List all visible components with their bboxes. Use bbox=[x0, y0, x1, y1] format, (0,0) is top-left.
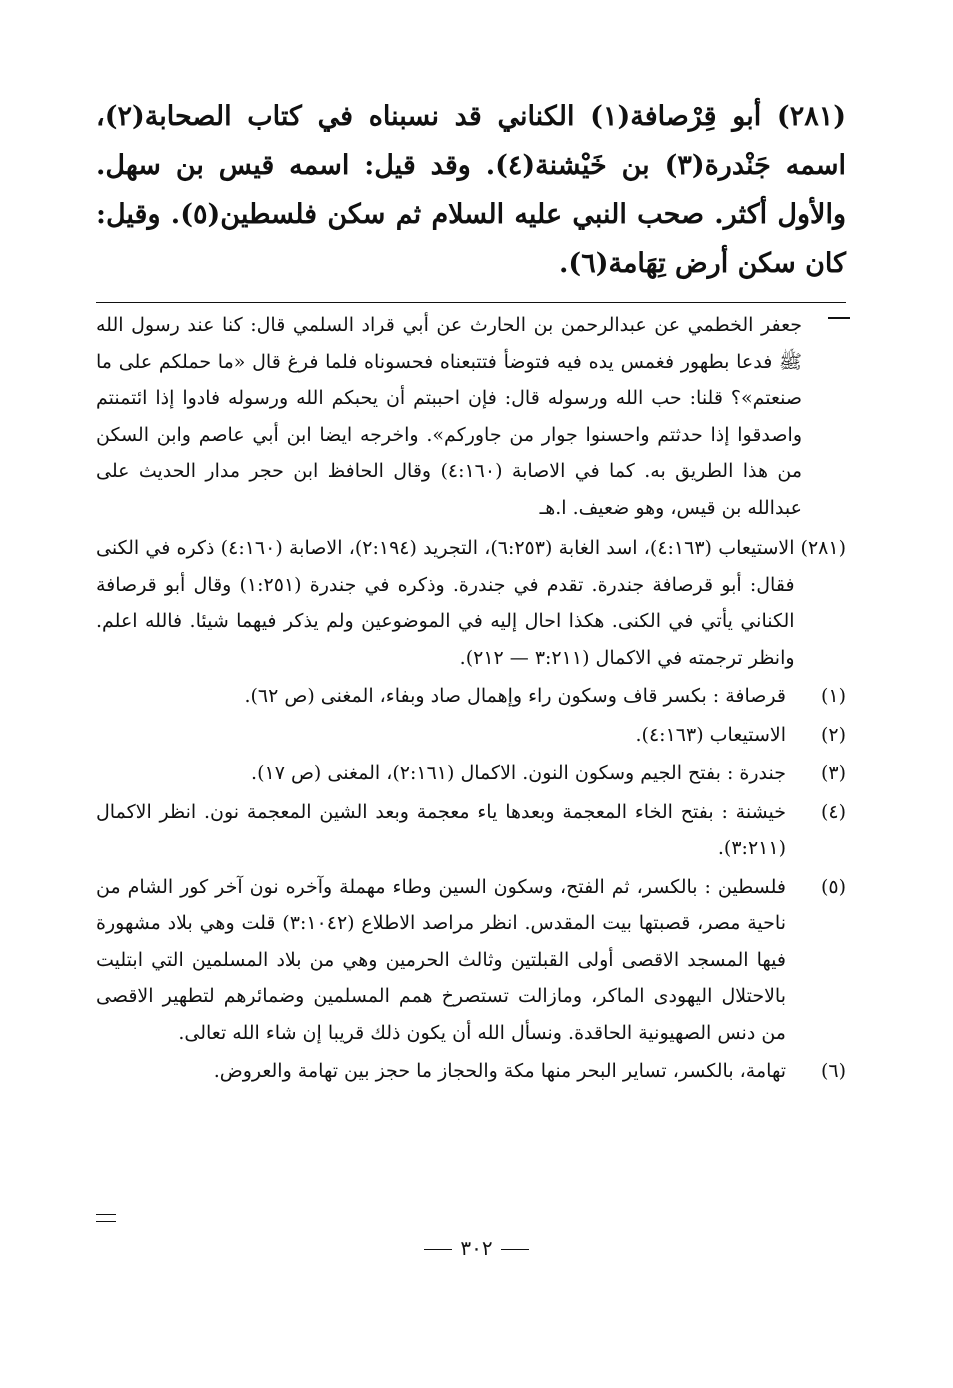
main-paragraph: (٢٨١) أبو قِرْصافة(١) الكناني قد نسبناه في كتاب الصحابة(٢)، اسمه جَنْدرة(٣) بن خَيْشنة(٤). وقد قيل: اسمه قيس بن سهل. والأول أكثر. صحب النبي عليه السلام ثم سكن فلسطين(٥). وقيل: كان سكن أرض تِهَامة(٦). bbox=[96, 101, 846, 279]
footnote-number: (٢) bbox=[820, 723, 846, 746]
footnote-continuation bbox=[96, 307, 846, 526]
footnote-6 bbox=[96, 1053, 846, 1090]
footnote-number: (١) bbox=[820, 685, 846, 707]
entry-number: (٢٨١) bbox=[800, 537, 846, 559]
footnote-number: (٤) bbox=[820, 800, 846, 823]
footnote-1 bbox=[96, 678, 846, 715]
footnote-separator bbox=[96, 302, 846, 303]
footnote-number: (٣) bbox=[820, 762, 846, 784]
footnote-text: تهامة، بالكسر، تساير البحر منها مكة والحجاز ما حجز بين تهامة والعروض. bbox=[213, 1060, 786, 1082]
footnote-4 bbox=[96, 794, 846, 867]
footnote-3 bbox=[96, 755, 846, 792]
footnote-number: (٥) bbox=[820, 875, 846, 898]
page-number bbox=[0, 1236, 953, 1260]
footnote-2 bbox=[96, 717, 846, 754]
footnote-entry-281 bbox=[96, 530, 846, 676]
page-body bbox=[96, 92, 846, 1090]
footnote-text: جندرة : بفتح الجيم وسكون النون. الاكمال (٢:١٦١)، المغنى (ص ١٧). bbox=[251, 762, 786, 784]
footnote-number: (٦) bbox=[820, 1060, 846, 1082]
footnote-text: خيشنة : بفتح الخاء المعجمة وبعدها ياء معجمة وبعد الشين المعجمة نون. انظر الاكمال (٣:٢١١). bbox=[96, 800, 786, 859]
footnote-5 bbox=[96, 869, 846, 1052]
footnote-text: فلسطين : بالكسر، ثم الفتح، وسكون السين وطاء مهملة وآخره نون آخر كور الشام من ناحية مصر، قصبتها بيت المقدس. انظر مراصد الاطلاع (٣:١٠٤٢) قلت وهي بلاد مشهورة فيها المسجد الاقصى أولى القبلتين وثالث الحرمين وهي من بلاد المسلمين التي ابتليت بالاحتلال اليهودى الماكر، ومازالت تستصرخ همم المسلمين وضمائرهم لتطهير الاقصى من دنس الصهيونية الحاقدة. ونسأل الله أن يكون ذلك قريبا إن شاء الله تعالى. bbox=[96, 875, 786, 1044]
end-of-notes-mark bbox=[96, 1214, 116, 1222]
footnote-text: الاستيعاب (٤:١٦٣). bbox=[635, 723, 786, 746]
page-number-dash-left bbox=[501, 1249, 529, 1250]
page-number-dash-right bbox=[424, 1249, 452, 1250]
page-number-value: ٣٠٢ bbox=[460, 1236, 493, 1260]
footnote-text: قرصافة : بكسر قاف وسكون راء وإهمال صاد وبفاء، المغنى (ص ٦٢). bbox=[244, 685, 786, 707]
entry-text: الاستيعاب (٤:١٦٣)، اسد الغابة (٦:٢٥٣)، التجريد (٢:١٩٤)، الاصابة (٤:١٦٠) ذكره في الكنى فقال: أبو قرصافة جندرة. تقدم في جندرة. وذكره في جندرة (١:٢٥١) وقال أبو قرصافة الكناني يأتي في الكنى. هكذا احال إليه في الموضوعين ولم يذكر فيهما شيئا. فالله اعلم. وانظر ترجمته في الاكمال (٣:٢١١ — ٢١٢). bbox=[96, 537, 795, 669]
continuation-text: جعفر الخطمي عن عبدالرحمن بن الحارث عن أبي قراد السلمي قال: كنا عند رسول الله ﷺ فدعا بطهور فغمس يده فيه فتوضأ فتتبعناه فحسوناه فلما فرغ قال «ما حملكم على ما صنعتم»؟ قلنا: حب الله ورسوله قال: فإن احببتم أن يحبكم الله ورسوله فادوا إذا ائتمنتم واصدقوا إذا حدثتم واحسنوا جوار من جاوركم». واخرجه ايضا ابن أبي عاصم وابن السكن من هذا الطريق به. كما في الاصابة (٤:١٦٠) وقال الحافظ ابن حجر مدار الحديث على عبدالله بن قيس، وهو ضعيف. ا.هـ bbox=[96, 314, 802, 519]
continuation-dash bbox=[828, 317, 850, 319]
